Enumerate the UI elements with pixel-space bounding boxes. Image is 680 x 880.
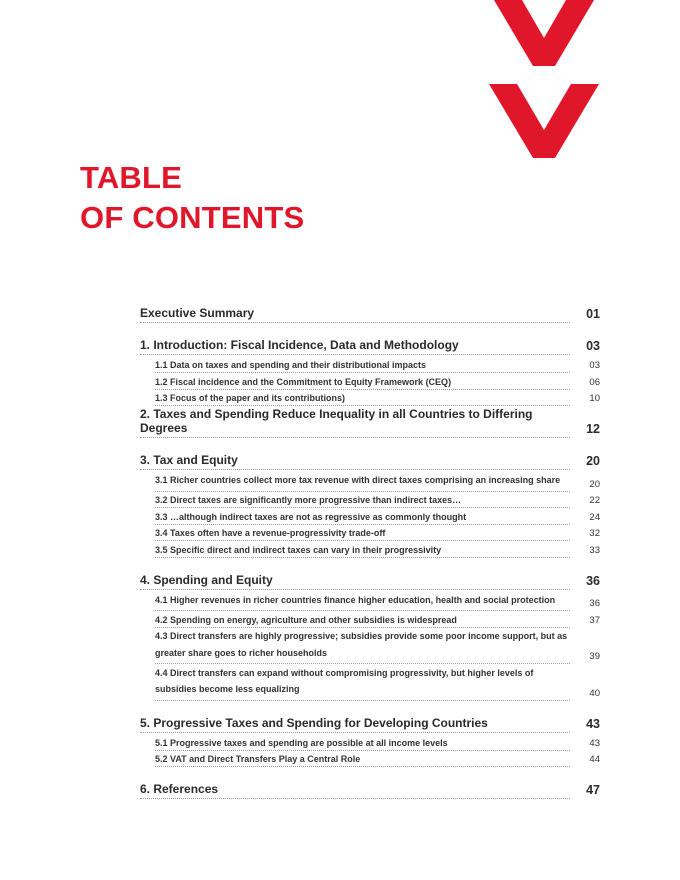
toc-subsection-page: 03: [589, 360, 600, 371]
toc-subsection[interactable]: [140, 612, 600, 626]
toc-subsection-page: 44: [589, 754, 600, 765]
toc-subsection-title: 5.1 Progressive taxes and spending are possible at all income levels: [155, 737, 448, 748]
toc-subsection-page: 24: [589, 511, 600, 523]
page-title: [80, 158, 304, 238]
toc-subsection-page: 33: [589, 544, 600, 556]
toc-section[interactable]: [140, 450, 600, 468]
toc-subsection[interactable]: [140, 592, 600, 610]
toc-subsection[interactable]: [140, 390, 600, 404]
toc-section[interactable]: [140, 335, 600, 353]
toc-section-title: 2. Taxes and Spending Reduce Inequality in all Countries to Differing Degrees: [140, 407, 533, 435]
table-of-contents: [140, 303, 600, 797]
toc-subsection[interactable]: [140, 374, 600, 388]
toc-subsection-title: 4.1 Higher revenues in richer countries finance higher education, health and social protection: [155, 594, 556, 605]
toc-subsection-title: 4.4 Direct transfers can expand without compromising progressivity, but higher levels of subsidies become less equalizing: [155, 667, 534, 694]
toc-subsection[interactable]: [140, 735, 600, 749]
toc-subsection-title: 4.3 Direct transfers are highly progressive; subsidies provide some poor income support, but as greater share goes to richer households: [155, 631, 568, 658]
toc-subsection-title: 3.3 …although indirect taxes are not as regressive as commonly thought: [155, 511, 467, 522]
toc-subsection-page: 06: [589, 376, 600, 388]
toc-subsection-title: 3.5 Specific direct and indirect taxes can vary in their progressivity: [155, 544, 442, 555]
toc-subsection-page: 43: [589, 737, 600, 749]
toc-section-page: 43: [586, 716, 600, 731]
toc-subsection[interactable]: [140, 665, 600, 699]
toc-subsection[interactable]: [140, 492, 600, 506]
brand-chevrons-logo: [484, 0, 604, 165]
toc-subsection-title: 3.2 Direct taxes are significantly more progressive than indirect taxes…: [155, 495, 462, 505]
toc-subsection-title: 1.2 Fiscal incidence and the Commitment to Equity Framework (CEQ): [155, 376, 452, 387]
toc-section-page: 36: [586, 573, 600, 588]
toc-section-title: 3. Tax and Equity: [140, 453, 238, 467]
toc-section-title: 6. References: [140, 782, 219, 796]
toc-section[interactable]: [140, 779, 600, 797]
toc-section-title: Executive Summary: [140, 306, 255, 320]
toc-section-title: 4. Spending and Equity: [140, 572, 273, 587]
toc-subsection-title: 4.2 Spending on energy, agriculture and other subsidies is widespread: [155, 614, 457, 625]
toc-subsection[interactable]: [140, 472, 600, 490]
toc-section-title: 5. Progressive Taxes and Spending for Developing Countries: [140, 715, 488, 730]
upper-chevron: [494, 0, 594, 66]
toc-subsection-title: 5.2 VAT and Direct Transfers Play a Central Role: [155, 754, 361, 764]
toc-subsection-page: 40: [589, 687, 600, 699]
lower-chevron: [489, 84, 599, 158]
toc-subsection[interactable]: [140, 357, 600, 371]
toc-subsection[interactable]: [140, 542, 600, 556]
toc-section[interactable]: [140, 303, 600, 321]
toc-subsection-page: 36: [589, 598, 600, 609]
toc-section-page: 03: [586, 339, 600, 353]
toc-subsection[interactable]: [140, 525, 600, 539]
toc-section[interactable]: [140, 570, 600, 588]
toc-subsection[interactable]: [140, 751, 600, 765]
toc-section-page: 47: [586, 783, 600, 797]
toc-section[interactable]: [140, 713, 600, 731]
toc-section-page: 12: [586, 422, 600, 436]
toc-section-page: 01: [586, 307, 600, 321]
toc-subsection-page: 20: [589, 478, 600, 490]
toc-subsection[interactable]: [140, 628, 600, 662]
title-line-1: TABLE: [80, 160, 183, 195]
toc-subsection-page: 10: [589, 393, 600, 404]
toc-subsection-page: 39: [589, 651, 600, 662]
toc-subsection-page: 22: [589, 495, 600, 506]
title-line-2: OF CONTENTS: [80, 200, 305, 235]
toc-subsection-page: 32: [589, 528, 600, 539]
toc-subsection-title: 1.3 Focus of the paper and its contributions): [155, 393, 346, 403]
toc-section-page: 20: [586, 454, 600, 468]
toc-subsection-page: 37: [589, 614, 600, 626]
toc-subsection-title: 1.1 Data on taxes and spending and their distributional impacts: [155, 360, 427, 370]
toc-subsection-title: 3.1 Richer countries collect more tax revenue with direct taxes comprising an increasing share: [155, 475, 561, 485]
toc-section[interactable]: [140, 407, 600, 436]
toc-subsection-title: 3.4 Taxes often have a revenue-progressivity trade-off: [155, 528, 386, 538]
toc-section-title: 1. Introduction: Fiscal Incidence, Data and Methodology: [140, 338, 459, 352]
toc-subsection[interactable]: [140, 509, 600, 523]
